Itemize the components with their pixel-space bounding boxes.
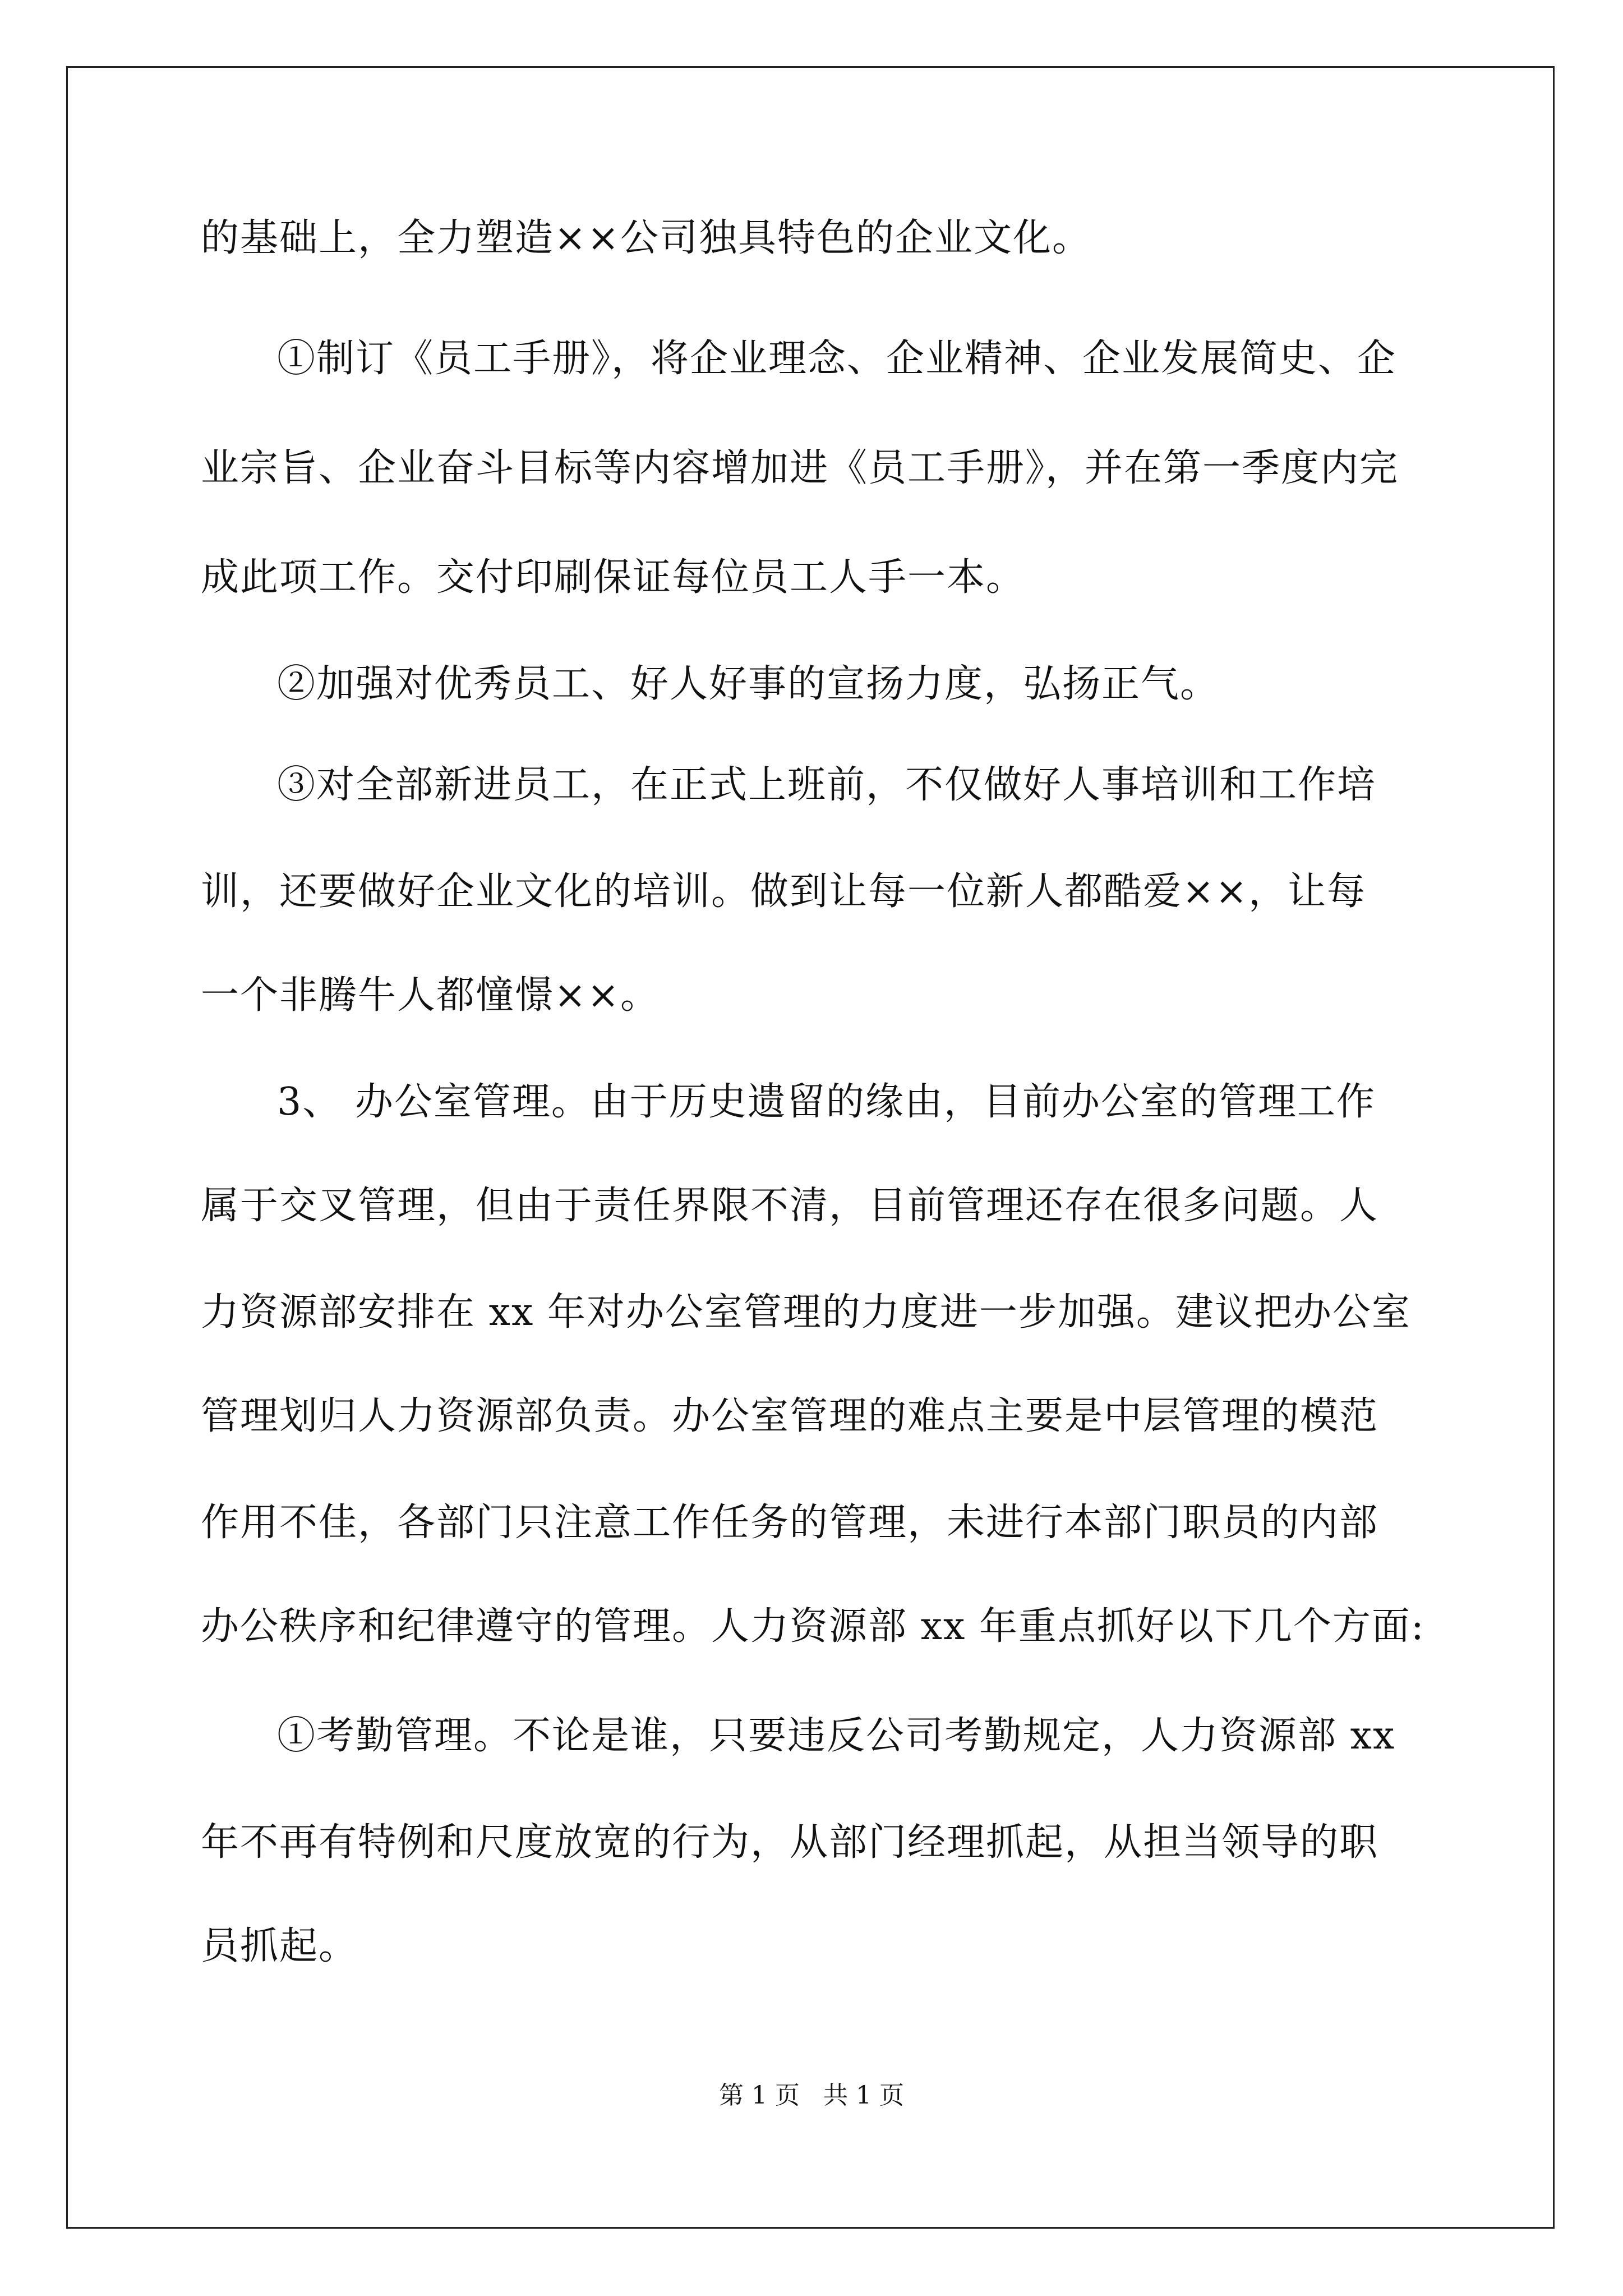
body-text-line: ①考勤管理。不论是谁，只要违反公司考勤规定，人力资源部 xx bbox=[277, 1714, 1396, 1758]
body-text-line: 作用不佳，各部门只注意工作任务的管理，未进行本部门职员的内部 bbox=[201, 1501, 1379, 1545]
page-border bbox=[66, 66, 1555, 2229]
body-text-line: ②加强对优秀员工、好人好事的宣扬力度，弘扬正气。 bbox=[277, 662, 1220, 706]
body-text-line: 属于交叉管理，但由于责任界限不清，目前管理还存在很多问题。人 bbox=[201, 1184, 1379, 1228]
body-text-line: 一个非腾牛人都憧憬××。 bbox=[201, 973, 660, 1018]
body-text-line: ③对全部新进员工，在正式上班前，不仅做好人事培训和工作培 bbox=[277, 763, 1377, 807]
body-text-line: 训，还要做好企业文化的培训。做到让每一位新人都酷爱××，让每 bbox=[201, 869, 1366, 914]
body-text-line: 管理划归人力资源部负责。办公室管理的难点主要是中层管理的模范 bbox=[201, 1394, 1379, 1438]
body-text-line: 业宗旨、企业奋斗目标等内容增加进《员工手册》，并在第一季度内完 bbox=[201, 446, 1399, 490]
body-text-line: 员抓起。 bbox=[201, 1924, 358, 1968]
body-text-line: 年不再有特例和尺度放宽的行为，从部门经理抓起，从担当领导的职 bbox=[201, 1820, 1379, 1865]
body-text-line: 办公秩序和纪律遵守的管理。人力资源部 xx 年重点抓好以下几个方面: bbox=[201, 1604, 1425, 1649]
page-number-current: 第 1 页 bbox=[719, 2081, 800, 2110]
body-text-line: 力资源部安排在 xx 年对办公室管理的力度进一步加强。建议把办公室 bbox=[201, 1290, 1411, 1335]
body-text-line: 成此项工作。交付印刷保证每位员工人手一本。 bbox=[201, 555, 1026, 600]
page-footer bbox=[0, 2079, 1623, 2113]
body-text-line: ①制订《员工手册》，将企业理念、企业精神、企业发展简史、企 bbox=[277, 337, 1397, 381]
body-text-line: 的基础上，全力塑造××公司独具特色的企业文化。 bbox=[201, 216, 1091, 260]
page-number-total: 共 1 页 bbox=[823, 2081, 904, 2110]
body-text-line: 3、 办公室管理。由于历史遗留的缘由，目前办公室的管理工作 bbox=[277, 1080, 1376, 1124]
